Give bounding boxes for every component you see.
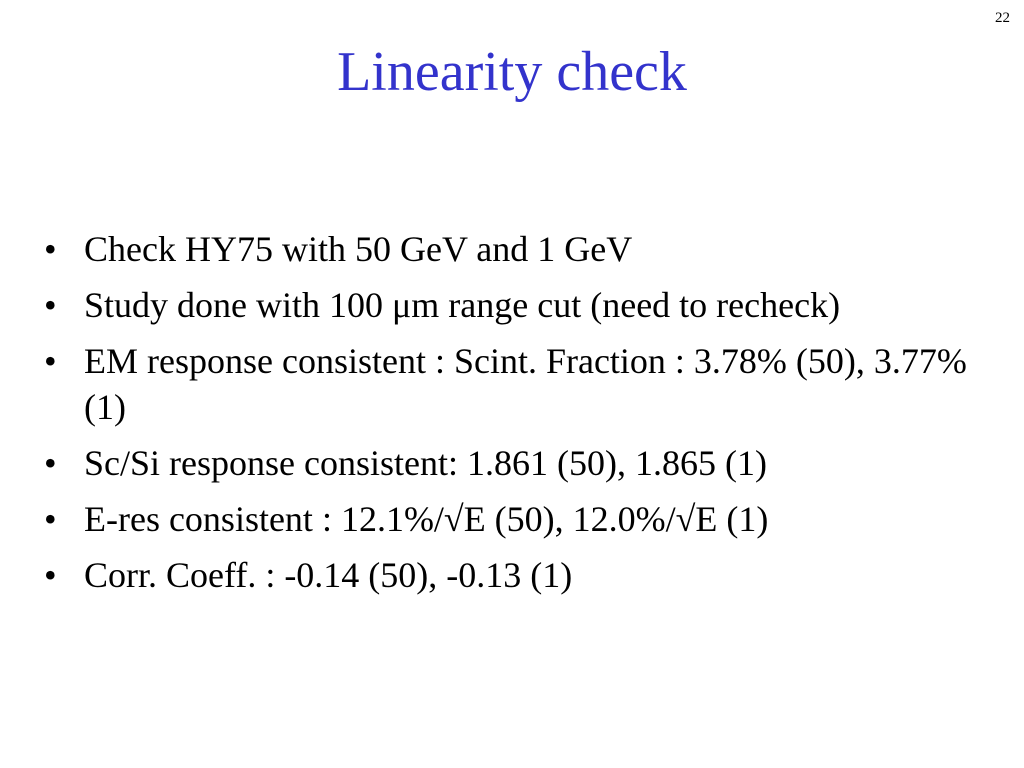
bullet-icon: • bbox=[44, 443, 57, 483]
bullet-item bbox=[40, 496, 980, 542]
bullet-icon: • bbox=[44, 341, 57, 381]
bullet-item bbox=[40, 440, 980, 486]
page-number: 22 bbox=[995, 10, 1010, 26]
bullet-text: Check HY75 with 50 GeV and 1 GeV bbox=[84, 229, 633, 269]
bullet-icon: • bbox=[44, 499, 57, 539]
bullet-icon: • bbox=[44, 229, 57, 269]
bullet-item bbox=[40, 552, 980, 598]
bullet-icon: • bbox=[44, 285, 57, 325]
bullet-text: Corr. Coeff. : -0.14 (50), -0.13 (1) bbox=[84, 555, 573, 595]
bullet-list bbox=[40, 226, 980, 608]
bullet-text: Sc/Si response consistent: 1.861 (50), 1.865 (1) bbox=[84, 443, 767, 483]
slide-title: Linearity check bbox=[337, 41, 687, 103]
bullet-text: Study done with 100 μm range cut (need to recheck) bbox=[84, 285, 841, 325]
bullet-item bbox=[40, 226, 980, 272]
bullet-item bbox=[40, 338, 980, 430]
bullet-item bbox=[40, 282, 980, 328]
bullet-text: E-res consistent : 12.1%/√E (50), 12.0%/√E (1) bbox=[84, 499, 769, 539]
bullet-text: EM response consistent : Scint. Fraction : 3.78% (50), 3.77% (1) bbox=[84, 341, 967, 427]
bullet-icon: • bbox=[44, 555, 57, 595]
